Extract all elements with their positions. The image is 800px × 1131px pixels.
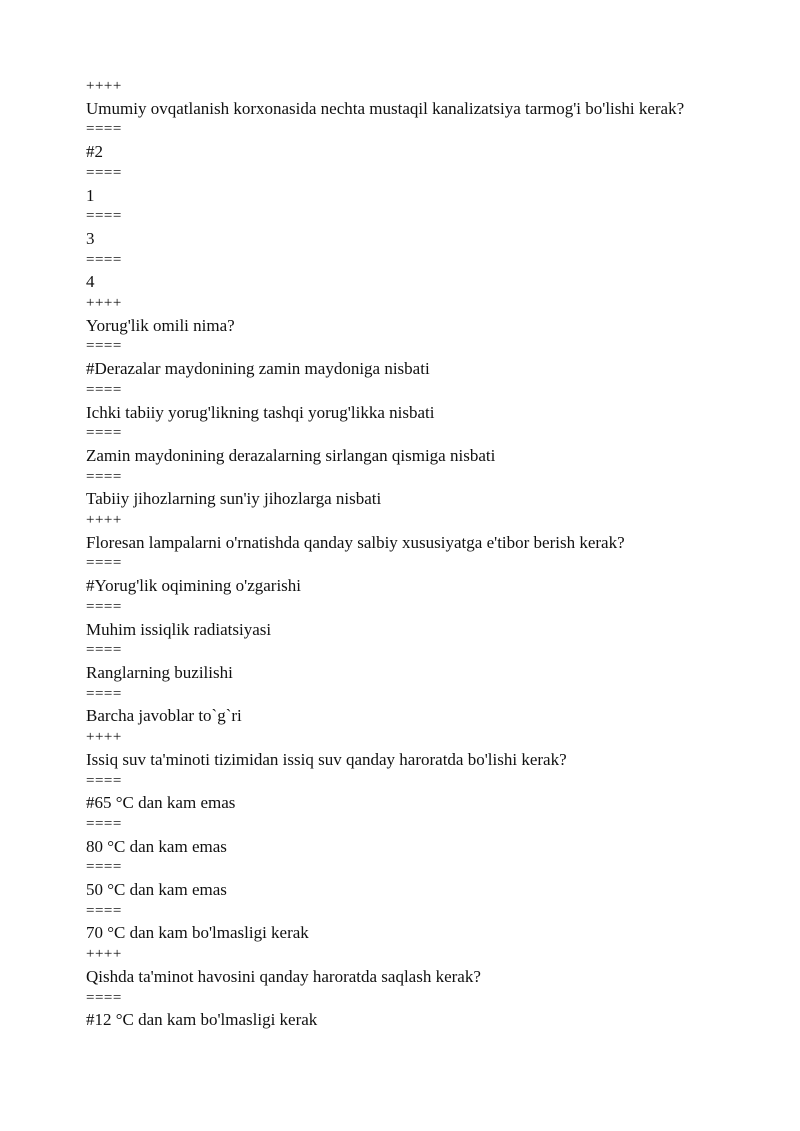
separator-line: ==== [86,989,122,1006]
text-line: #65 °C dan kam emas [86,793,236,813]
separator-line: ==== [86,208,122,225]
text-line: Zamin maydonining derazalarning sirlangan qismiga nisbati [86,445,496,465]
text-line: Floresan lampalarni o'rnatishda qanday salbiy xususiyatga e'tibor berish kerak? [86,532,625,552]
text-line: Issiq suv ta'minoti tizimidan issiq suv qanday haroratda bo'lishi kerak? [86,749,567,769]
text-line: Qishda ta'minot havosini qanday haroratda saqlash kerak? [86,966,481,986]
separator-line: ==== [86,685,122,702]
text-line: Yorug'lik omili nima? [86,315,235,335]
separator-line: ==== [86,164,122,181]
separator-line: ++++ [86,512,122,529]
text-line: #2 [86,142,103,162]
separator-line: ==== [86,772,122,789]
separator-line: ++++ [86,78,122,94]
text-line: 80 °C dan kam emas [86,836,227,856]
text-line: Ichki tabiiy yorug'likning tashqi yorug'likka nisbati [86,402,435,422]
separator-line: ++++ [86,946,122,963]
text-line: Barcha javoblar to`g`ri [86,706,242,726]
separator-line: ==== [86,598,122,615]
text-line: #Derazalar maydonining zamin maydoniga nisbati [86,359,430,379]
text-line: Tabiiy jihozlarning sun'iy jihozlarga nisbati [86,489,382,509]
text-line: 3 [86,228,95,248]
separator-line: ==== [86,902,122,919]
separator-line: ==== [86,381,122,398]
text-line: Umumiy ovqatlanish korxonasida nechta mustaqil kanalizatsiya tarmog'i bo'lishi kerak? [86,98,685,118]
document-body [86,76,726,1031]
text-line: Ranglarning buzilishi [86,662,233,682]
separator-line: ==== [86,425,122,442]
text-line: 70 °C dan kam bo'lmasligi kerak [86,923,309,943]
separator-line: ==== [86,642,122,659]
text-line: 4 [86,272,95,292]
separator-line: ==== [86,468,122,485]
text-line: #Yorug'lik oqimining o'zgarishi [86,576,302,596]
separator-line: ++++ [86,295,122,312]
text-line: 1 [86,185,95,205]
text-line: #12 °C dan kam bo'lmasligi kerak [86,1010,318,1030]
separator-line: ==== [86,555,122,572]
separator-line: ==== [86,338,122,355]
separator-line: ==== [86,121,122,138]
separator-line: ++++ [86,729,122,746]
text-line: 50 °C dan kam emas [86,880,227,900]
text-line: Muhim issiqlik radiatsiyasi [86,619,272,639]
separator-line: ==== [86,859,122,876]
separator-line: ==== [86,815,122,832]
separator-line: ==== [86,251,122,268]
